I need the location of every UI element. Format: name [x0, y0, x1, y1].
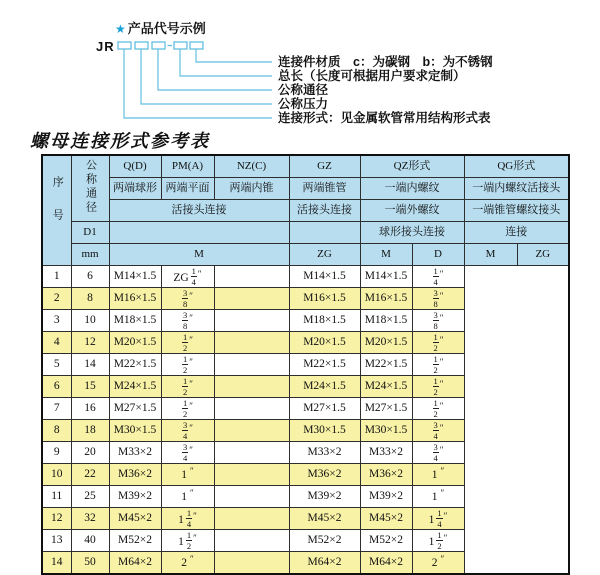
header-empty-left: [109, 222, 289, 244]
cell-qzd: M45×2: [289, 508, 360, 530]
header-row-3: [42, 200, 569, 222]
cell-qzm: [214, 266, 289, 288]
cell-qzm: [214, 332, 289, 354]
cell-qzd: M18×1.5: [289, 310, 360, 332]
table-row: [42, 266, 569, 288]
header-qg-zg: ZG: [517, 244, 569, 266]
header-dn-label: 公称通径: [84, 158, 97, 215]
header-col-q: Q(D): [109, 155, 161, 178]
cell-seq: 2: [42, 288, 71, 310]
cell-dn: 25: [71, 486, 109, 508]
cell-qzm: [214, 398, 289, 420]
cell-dn: 14: [71, 354, 109, 376]
header-col-qz: QZ形式: [360, 155, 464, 178]
cell-seq: 14: [42, 552, 71, 575]
cell-gz: $\frac{3}{8}$ ″: [161, 310, 214, 332]
cell-qzm: [214, 288, 289, 310]
header-col-nz: NZ(C): [214, 155, 289, 178]
cell-qzd: M16×1.5: [289, 288, 360, 310]
header-row-4: [42, 222, 569, 244]
cell-gz: 1 ″: [161, 464, 214, 486]
cell-qgzg: $\frac{3}{8}$ ″: [412, 288, 464, 310]
cell-seq: 8: [42, 420, 71, 442]
cell-qzm: [214, 508, 289, 530]
leader-line-connection: [124, 49, 272, 118]
cell-seq: 9: [42, 442, 71, 464]
header-zg: ZG: [289, 244, 360, 266]
cell-qzm: [214, 310, 289, 332]
cell-dn: 8: [71, 288, 109, 310]
cell-qzd: M52×2: [289, 530, 360, 552]
cell-m: M14×1.5: [109, 266, 161, 288]
cell-qgm: M24×1.5: [360, 376, 412, 398]
cell-qzm: [214, 376, 289, 398]
cell-seq: 11: [42, 486, 71, 508]
table-row: [42, 310, 569, 332]
cell-dn: 32: [71, 508, 109, 530]
cell-qzd: M24×1.5: [289, 376, 360, 398]
code-box-3: [152, 42, 165, 49]
header-col-pm: PM(A): [161, 155, 214, 178]
cell-qzd: M14×1.5: [289, 266, 360, 288]
header-nz-type: 两端内锥: [214, 178, 289, 200]
cell-qzd: M64×2: [289, 552, 360, 575]
table-row: [42, 442, 569, 464]
cell-qzd: M30×1.5: [289, 420, 360, 442]
cell-qgzg: 1 $\frac{1}{4}$ ″: [412, 508, 464, 530]
star-icon: ★: [115, 22, 126, 36]
cell-qzd: M39×2: [289, 486, 360, 508]
cell-m: M27×1.5: [109, 398, 161, 420]
diagram-title: [115, 18, 206, 37]
cell-qzm: [214, 464, 289, 486]
cell-qgzg: 1 $\frac{1}{2}$ ″: [412, 530, 464, 552]
cell-seq: 13: [42, 530, 71, 552]
cell-qzd: M22×1.5: [289, 354, 360, 376]
cell-seq: 6: [42, 376, 71, 398]
header-qg-type2: 一端锥管螺纹接头: [464, 200, 569, 222]
cell-gz: $\frac{3}{8}$ ″: [161, 288, 214, 310]
cell-m: M24×1.5: [109, 376, 161, 398]
cell-dn: 12: [71, 332, 109, 354]
cell-qgzg: $\frac{1}{2}$ ″: [412, 398, 464, 420]
diagram-label-diameter: 公称通径: [278, 83, 329, 97]
table-row: [42, 354, 569, 376]
cell-m: M16×1.5: [109, 288, 161, 310]
header-col-qg: QG形式: [464, 155, 569, 178]
cell-dn: 6: [71, 266, 109, 288]
cell-qgzg: $\frac{1}{2}$ ″: [412, 376, 464, 398]
cell-qgzg: $\frac{3}{8}$ ″: [412, 310, 464, 332]
code-box-1: [118, 42, 131, 49]
cell-qgm: M30×1.5: [360, 420, 412, 442]
table-row: [42, 508, 569, 530]
header-pm-type: 两端平面: [161, 178, 214, 200]
cell-qgm: M36×2: [360, 464, 412, 486]
cell-gz: 1 $\frac{1}{2}$ ″: [161, 530, 214, 552]
cell-qzm: [214, 530, 289, 552]
cell-qgm: M16×1.5: [360, 288, 412, 310]
code-box-5: [190, 42, 203, 49]
leader-line-diameter: [158, 49, 272, 90]
table-row: [42, 552, 569, 575]
cell-qgzg: $\frac{3}{4}$ ″: [412, 442, 464, 464]
code-box-2: [135, 42, 148, 49]
cell-gz: 1 $\frac{1}{4}$ ″: [161, 508, 214, 530]
header-q-type: 两端球形: [109, 178, 161, 200]
header-qz-d: D: [412, 244, 464, 266]
leader-line-material: [196, 49, 272, 62]
cell-qzd: M33×2: [289, 442, 360, 464]
cell-m: M20×1.5: [109, 332, 161, 354]
header-qg-m: M: [464, 244, 517, 266]
header-qz-m: M: [360, 244, 412, 266]
cell-seq: 4: [42, 332, 71, 354]
table-row: [42, 376, 569, 398]
table-header: [42, 155, 569, 266]
cell-seq: 1: [42, 266, 71, 288]
cell-qgzg: 1 ″: [412, 486, 464, 508]
cell-qgzg: $\frac{1}{2}$ ″: [412, 354, 464, 376]
cell-qgm: M20×1.5: [360, 332, 412, 354]
cell-gz: $\frac{1}{2}$ ″: [161, 398, 214, 420]
cell-dn: 18: [71, 420, 109, 442]
diagram-label-pressure: 公称压力: [278, 97, 329, 111]
cell-dn: 20: [71, 442, 109, 464]
cell-seq: 3: [42, 310, 71, 332]
header-qg-conn: 连接: [464, 222, 569, 244]
cell-gz: $\frac{3}{4}$ ″: [161, 420, 214, 442]
cell-gz: $\frac{1}{2}$ ″: [161, 354, 214, 376]
cell-qzm: [214, 354, 289, 376]
cell-gz: ZG $\frac{1}{4}$ ″: [161, 266, 214, 288]
table-body: [42, 266, 569, 575]
header-gz-type: 两端锥管: [289, 178, 360, 200]
code-box-4: [174, 42, 187, 49]
cell-qgm: M14×1.5: [360, 266, 412, 288]
header-qpmnz-conn: 活接头连接: [109, 200, 289, 222]
cell-m: M52×2: [109, 530, 161, 552]
cell-dn: 16: [71, 398, 109, 420]
cell-qgm: M27×1.5: [360, 398, 412, 420]
table-row: [42, 332, 569, 354]
header-row-2: [42, 178, 569, 200]
cell-dn: 40: [71, 530, 109, 552]
table-row: [42, 420, 569, 442]
cell-m: M36×2: [109, 464, 161, 486]
table-row: [42, 464, 569, 486]
cell-seq: 7: [42, 398, 71, 420]
cell-qgm: M18×1.5: [360, 310, 412, 332]
cell-m: M30×1.5: [109, 420, 161, 442]
table-row: [42, 530, 569, 552]
cell-qgm: M45×2: [360, 508, 412, 530]
cell-seq: 10: [42, 464, 71, 486]
cell-qgzg: $\frac{1}{4}$ ″: [412, 266, 464, 288]
diagram-label-connection: 连接形式：见金属软管常用结构形式表: [278, 111, 491, 125]
cell-qzd: M27×1.5: [289, 398, 360, 420]
cell-dn: 15: [71, 376, 109, 398]
header-qz-type: 一端内螺纹: [360, 178, 464, 200]
cell-qgm: M52×2: [360, 530, 412, 552]
header-gz-conn: 活接头连接: [289, 200, 360, 222]
cell-qgzg: $\frac{1}{2}$ ″: [412, 332, 464, 354]
cell-seq: 12: [42, 508, 71, 530]
cell-qzd: M20×1.5: [289, 332, 360, 354]
cell-m: M39×2: [109, 486, 161, 508]
cell-qzm: [214, 486, 289, 508]
cell-qzm: [214, 420, 289, 442]
cell-m: M22×1.5: [109, 354, 161, 376]
nut-connection-reference-table: [41, 154, 570, 575]
header-empty-gz: [289, 222, 360, 244]
cell-dn: 22: [71, 464, 109, 486]
cell-gz: $\frac{3}{4}$ ″: [161, 442, 214, 464]
diagram-label-length: 总长（长度可根据用户要求定制）: [278, 69, 466, 83]
code-prefix: JR: [96, 39, 115, 54]
cell-qgzg: 2 ″: [412, 552, 464, 575]
cell-qzm: [214, 552, 289, 575]
header-qz-type2: 一端外螺纹: [360, 200, 464, 222]
cell-dn: 10: [71, 310, 109, 332]
cell-qgm: M64×2: [360, 552, 412, 575]
header-row-5: [42, 244, 569, 266]
cell-qgm: M39×2: [360, 486, 412, 508]
cell-qgm: M22×1.5: [360, 354, 412, 376]
table-row: [42, 398, 569, 420]
cell-dn: 50: [71, 552, 109, 575]
cell-gz: 1 ″: [161, 486, 214, 508]
cell-gz: $\frac{1}{2}$ ″: [161, 332, 214, 354]
header-seq-label: 序号: [51, 175, 64, 242]
cell-seq: 5: [42, 354, 71, 376]
cell-m: M18×1.5: [109, 310, 161, 332]
cell-qgm: M33×2: [360, 442, 412, 464]
header-col-gz: GZ: [289, 155, 360, 178]
table-title: 螺母连接形式参考表: [30, 131, 210, 151]
table-row: [42, 486, 569, 508]
cell-qzd: M36×2: [289, 464, 360, 486]
header-d1: D1: [71, 222, 109, 244]
header-m: M: [109, 244, 289, 266]
cell-m: M33×2: [109, 442, 161, 464]
header-qz-conn: 球形接头连接: [360, 222, 464, 244]
cell-qgzg: $\frac{3}{4}$ ″: [412, 420, 464, 442]
cell-qgzg: 1 ″: [412, 464, 464, 486]
cell-m: M45×2: [109, 508, 161, 530]
header-seq: [42, 155, 71, 266]
cell-qzm: [214, 442, 289, 464]
cell-gz: $\frac{1}{2}$ ″: [161, 376, 214, 398]
diagram-label-material: 连接件材质 c：为碳钢 b：为不锈钢: [278, 55, 493, 69]
header-row-1: [42, 155, 569, 178]
cell-m: M64×2: [109, 552, 161, 575]
cell-gz: 2 ″: [161, 552, 214, 575]
header-mm: mm: [71, 244, 109, 266]
header-dn: [71, 155, 109, 222]
header-qg-type: 一端内螺纹活接头: [464, 178, 569, 200]
diagram-title-text: 产品代号示例: [127, 21, 206, 36]
table-row: [42, 288, 569, 310]
